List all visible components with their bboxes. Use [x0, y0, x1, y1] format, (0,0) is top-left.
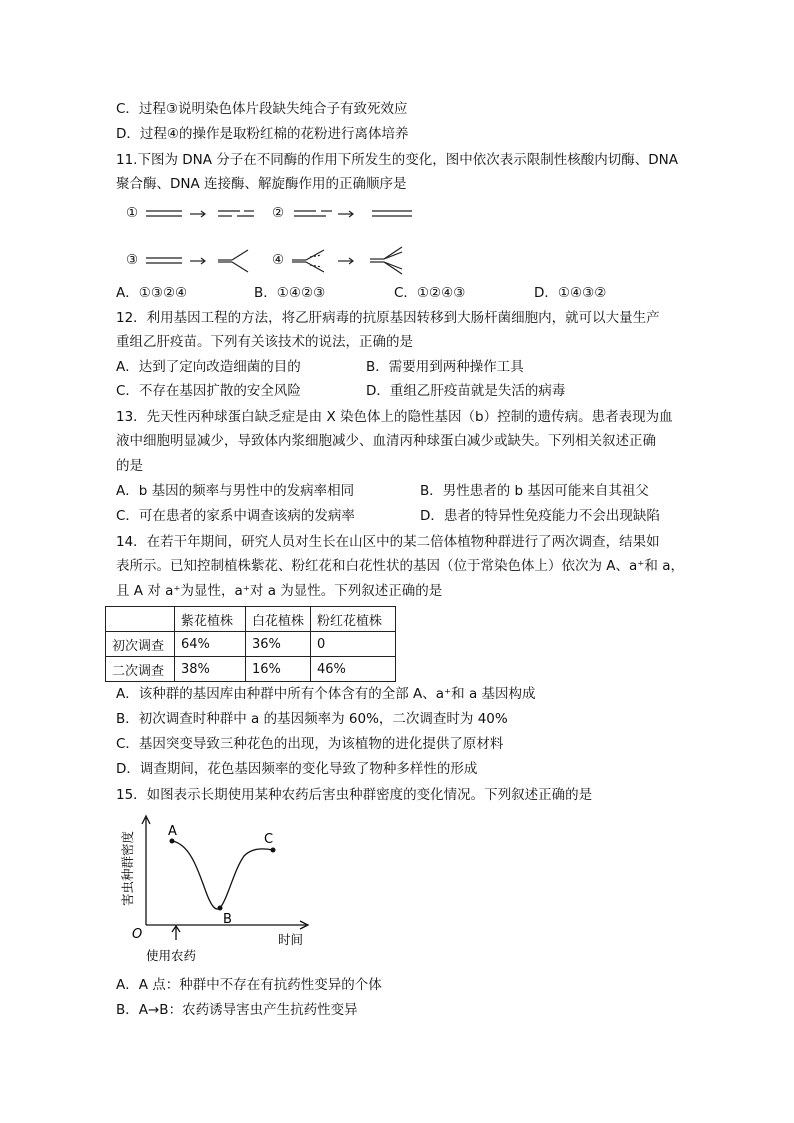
q11-option-d: D．①④③②	[534, 285, 607, 301]
table-cell: 64%	[175, 632, 246, 657]
q12-option-b: B．需要用到两种操作工具	[366, 359, 524, 375]
table-header-cell: 粉红花植株	[311, 607, 396, 632]
q11-stem-line1: 11.下图为 DNA 分子在不同酶的作用下所发生的变化，图中依次表示限制性核酸内切酶、DNA	[116, 152, 679, 168]
table-cell: 0	[311, 632, 396, 657]
q11-option-c: C．①②④③	[394, 285, 466, 301]
dna-process-4	[292, 247, 402, 274]
table-cell: 46%	[311, 657, 396, 682]
q14-stem-line1: 14．在若干年期间，研究人员对生长在山区中的某二倍体植物种群进行了两次调查，结果如	[116, 534, 660, 550]
density-curve	[172, 841, 273, 909]
table-header-row	[106, 607, 396, 632]
q13-stem-line2: 液中细胞明显减少，导致体内浆细胞减少、血清丙种球蛋白减少或缺失。下列相关叙述正确	[116, 433, 656, 449]
q14-option-c: C．基因突变导致三种花色的出现，为该植物的进化提供了原材料	[116, 736, 504, 752]
q13-stem-line1: 13．先天性丙种球蛋白缺乏症是由 X 染色体上的隐性基因（b）控制的遗传病。患者表现为血	[116, 409, 673, 425]
q12-option-d: D．重组乙肝疫苗就是失活的病毒	[366, 383, 566, 399]
q13-option-a: A．b 基因的频率与男性中的发病率相同	[116, 483, 355, 499]
q14-option-d: D．调查期间，花色基因频率的变化导致了物种多样性的形成	[116, 761, 478, 777]
table-header-cell: 白花植株	[246, 607, 311, 632]
table-cell: 38%	[175, 657, 246, 682]
q15-option-b: B．A→B：农药诱导害虫产生抗药性变异	[116, 1002, 358, 1018]
q10-option-d: D．过程④的操作是取粉红棉的花粉进行离体培养	[116, 126, 409, 142]
table-header-cell: 紫花植株	[175, 607, 246, 632]
q12-stem-line2: 重组乙肝疫苗。下列有关该技术的说法，正确的是	[116, 334, 413, 350]
y-axis-label: 害虫种群密度	[120, 830, 135, 906]
q15-population-graph	[110, 810, 320, 970]
dna-process-3	[146, 250, 248, 272]
table-row	[106, 632, 396, 657]
point-b-label: B	[223, 912, 232, 927]
q13-option-d: D．患者的特异性免疫能力不会出现缺陷	[420, 508, 660, 524]
q11-diagram-label-2: ②	[272, 205, 285, 221]
q14-option-a: A．该种群的基因库由种群中所有个体含有的全部 A、a⁺和 a 基因构成	[116, 686, 536, 702]
table-cell: 初次调查	[106, 632, 175, 657]
dna-process-1	[146, 211, 254, 217]
point-c-label: C	[264, 832, 274, 847]
table-cell: 36%	[246, 632, 311, 657]
point-a-label: A	[168, 824, 177, 839]
point-b-marker	[218, 906, 223, 911]
point-a-marker	[170, 839, 175, 844]
q11-stem-line2: 聚合酶、DNA 连接酶、解旋酶作用的正确顺序是	[116, 176, 407, 192]
q13-option-c: C．可在患者的家系中调查该病的发病率	[116, 508, 355, 524]
q11-diagram-label-1: ①	[126, 205, 139, 221]
pesticide-label: 使用农药	[146, 948, 197, 963]
dna-process-2	[294, 211, 412, 217]
q12-option-c: C．不存在基因扩散的安全风险	[116, 383, 301, 399]
q15-option-a: A．A 点：种群中不存在有抗药性变异的个体	[116, 977, 382, 993]
q11-diagram-label-3: ③	[126, 252, 139, 268]
q14-option-b: B．初次调查时种群中 a 的基因频率为 60%，二次调查时为 40%	[116, 711, 508, 727]
q12-option-a: A．达到了定向改造细菌的目的	[116, 359, 301, 375]
q14-stem-line2: 表所示。已知控制植株紫花、粉红花和白花性状的基因（位于常染色体上）依次为 A、a⁺和 a，	[116, 558, 684, 574]
q13-option-b: B．男性患者的 b 基因可能来自其祖父	[420, 483, 649, 499]
point-c-marker	[271, 848, 276, 853]
origin-label: O	[132, 927, 143, 942]
q13-stem-line3: 的是	[116, 458, 143, 474]
table-cell: 二次调查	[106, 657, 175, 682]
table-header-cell	[106, 607, 175, 632]
q12-stem-line1: 12．利用基因工程的方法，将乙肝病毒的抗原基因转移到大肠杆菌细胞内，就可以大量生产	[116, 310, 660, 326]
x-axis-label: 时间	[278, 932, 304, 947]
q11-diagram-label-4: ④	[272, 252, 285, 268]
table-cell: 16%	[246, 657, 311, 682]
q15-stem: 15．如图表示长期使用某种农药后害虫种群密度的变化情况。下列叙述正确的是	[116, 787, 593, 803]
q10-option-c: C．过程③说明染色体片段缺失纯合子有致死效应	[116, 101, 408, 117]
table-row	[106, 657, 396, 682]
q14-stem-line3: 且 A 对 a⁺为显性，a⁺对 a 为显性。下列叙述正确的是	[116, 583, 443, 599]
q11-option-b: B．①④②③	[254, 285, 326, 301]
q11-dna-diagram	[140, 200, 420, 275]
q11-option-a: A．①③②④	[116, 285, 188, 301]
q14-survey-table	[105, 606, 396, 682]
